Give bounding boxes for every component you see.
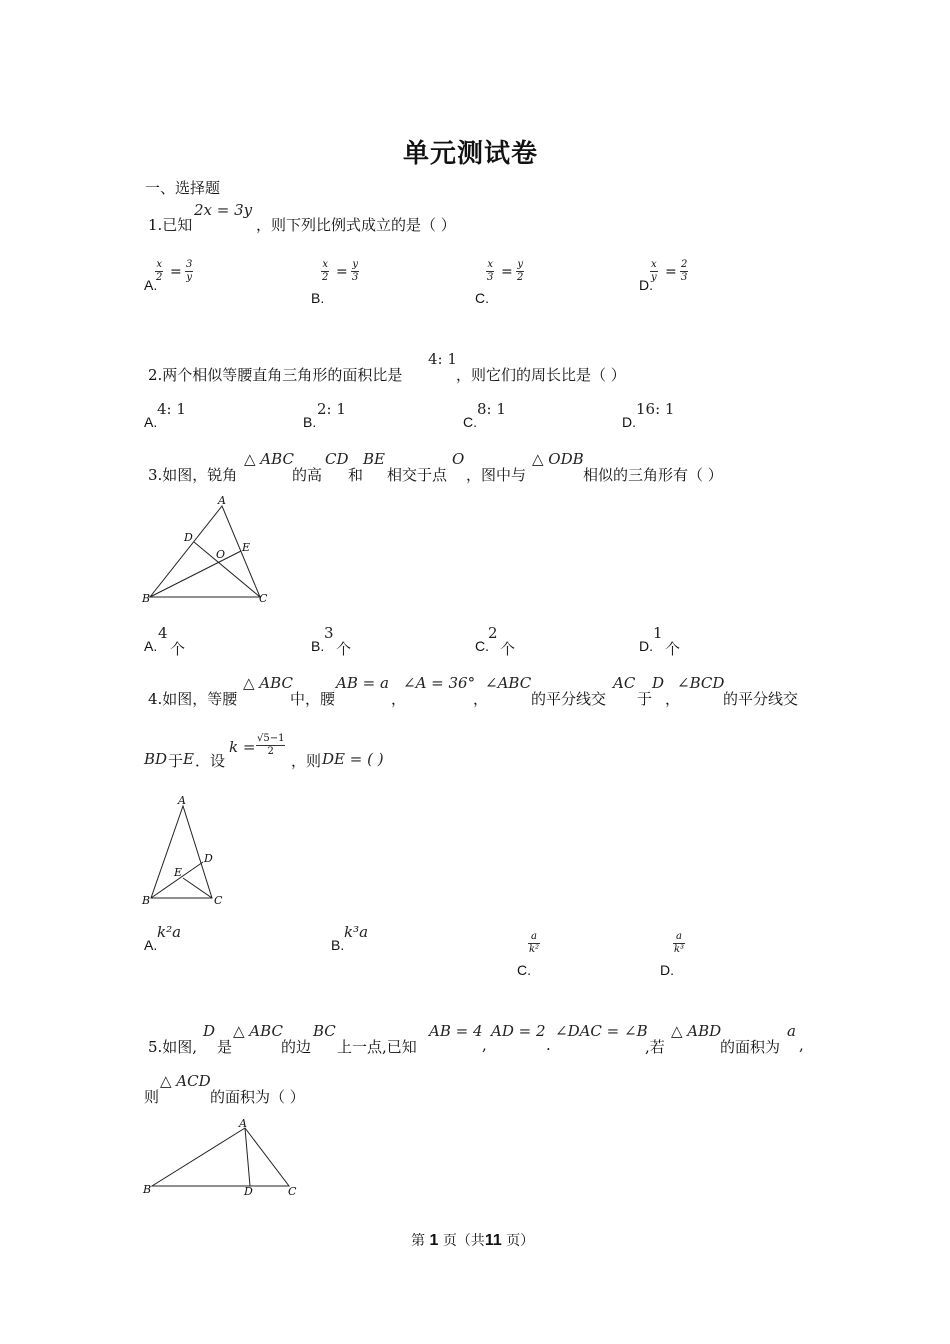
option-label: B. [311, 638, 325, 654]
label-c: C [259, 592, 268, 605]
option-label: B. [331, 937, 345, 953]
q4-text: 于 [637, 690, 653, 708]
q4-math: AB = a [336, 674, 389, 692]
q4-math: BD [144, 750, 168, 768]
option-value: 2: 1 [317, 400, 346, 418]
label-d: D [244, 1185, 253, 1198]
fraction: $\frac{y}{3}$ [352, 259, 359, 283]
equals-sign: = [336, 264, 348, 280]
q4-text: 中，腰 [290, 690, 336, 708]
option-label: B. [303, 414, 317, 430]
label-d: D [184, 531, 193, 544]
k-fraction: $\frac{√5-1}{2}$ [257, 733, 285, 757]
label-e: E [242, 541, 251, 554]
q5-math: BC [313, 1022, 336, 1040]
q5-text: ,若 [645, 1038, 665, 1056]
q5-math: D [203, 1022, 216, 1040]
fraction: $\frac{x}{y}$ [651, 259, 657, 283]
equals-sign: = [170, 264, 182, 280]
fraction: $\frac{a}{\text{k³}}$ [674, 931, 685, 955]
section-heading: 一、选择题 [145, 179, 221, 197]
q3-text: 和 [348, 466, 364, 484]
option-unit: 个 [665, 640, 681, 658]
option-value: 1 [653, 624, 663, 642]
equals-sign: = [665, 264, 677, 280]
q4-math: ∠ABC [485, 674, 532, 692]
q5-text: 的面积为（ ） [210, 1088, 305, 1106]
q3-math: △ ABC [244, 450, 294, 468]
footer-text: 第 [411, 1233, 425, 1249]
label-a: A [218, 494, 226, 507]
q3-text: 相交于点 [387, 466, 448, 484]
page-number: 1 [429, 1232, 439, 1249]
q3-math: BE [363, 450, 385, 468]
q5-math: ∠DAC = ∠B [555, 1022, 648, 1040]
fraction: $\frac{y}{2}$ [517, 259, 524, 283]
q5-math: △ ACD [160, 1072, 211, 1090]
fraction: $\frac{2}{3}$ [681, 259, 688, 283]
label-a: A [239, 1117, 247, 1130]
option-label: D. [639, 277, 653, 293]
option-label: A. [144, 414, 158, 430]
fraction: $\frac{x}{3}$ [487, 259, 494, 283]
q4-math: k = [229, 738, 256, 756]
q3-text: 相似的三角形有（ ） [583, 466, 723, 484]
option-value: 3 [324, 624, 334, 642]
option-label: A. [144, 937, 158, 953]
q4-text: ， [391, 690, 407, 708]
q4-text: ，则 [291, 752, 322, 770]
q4-text: 4.如图，等腰 [148, 690, 238, 708]
option-label: C. [463, 414, 477, 430]
q4-text: ， [473, 690, 489, 708]
q5-text: 5.如图, [148, 1038, 198, 1056]
q4-math: ∠A = 36° [403, 674, 476, 692]
q1-suffix: ，则下列比例式成立的是（ ） [256, 216, 456, 234]
q3-figure [138, 492, 278, 610]
q3-text: ，图中与 [466, 466, 527, 484]
q3-math: CD [325, 450, 349, 468]
label-d: D [204, 852, 213, 865]
q4-math: E [183, 750, 194, 768]
label-b: B [142, 592, 151, 605]
label-a: A [178, 794, 186, 807]
option-label: D. [622, 414, 636, 430]
option-value: 4: 1 [157, 400, 186, 418]
option-label: C. [517, 962, 531, 978]
q4-math: AC [613, 674, 636, 692]
option-value: 4 [158, 624, 168, 642]
q4-math: ∠BCD [677, 674, 725, 692]
option-label: B. [311, 290, 325, 306]
q3-text: 的高 [292, 466, 323, 484]
q5-text: 是 [217, 1038, 233, 1056]
option-label: A. [144, 277, 158, 293]
footer-text: 页） [506, 1233, 535, 1249]
q4-figure [138, 792, 238, 912]
q4-text: ．设 [195, 752, 226, 770]
q5-text: , [482, 1036, 487, 1054]
q4-text: ， [665, 690, 681, 708]
q5-text: 上一点,已知 [337, 1038, 417, 1056]
total-pages: 11 [484, 1232, 502, 1249]
q5-text: . [546, 1036, 551, 1054]
q3-math: △ ODB [532, 450, 584, 468]
option-label: D. [639, 638, 653, 654]
option-label: A. [144, 638, 158, 654]
label-c: C [214, 894, 223, 907]
label-c: C [288, 1185, 297, 1198]
option-label: C. [475, 638, 489, 654]
option-value: 16: 1 [636, 400, 675, 418]
q4-text: 的平分线交 [531, 690, 607, 708]
q2-prefix: 2.两个相似等腰直角三角形的面积比是 [148, 366, 403, 384]
q4-math: D [652, 674, 665, 692]
q5-math: a [787, 1022, 796, 1040]
option-value: k²a [157, 923, 182, 941]
q3-math: O [452, 450, 465, 468]
label-b: B [142, 894, 151, 907]
option-unit: 个 [500, 640, 516, 658]
fraction: $\frac{x}{2}$ [156, 259, 163, 283]
option-unit: 个 [336, 640, 352, 658]
footer-text: 页（共 [442, 1233, 485, 1249]
label-o: O [216, 548, 226, 561]
q5-text: , [799, 1036, 804, 1054]
label-b: B [143, 1183, 152, 1196]
page-footer [411, 1230, 534, 1250]
q2-suffix: ，则它们的周长比是（ ） [456, 366, 626, 384]
option-unit: 个 [170, 640, 186, 658]
q5-math: AD = 2 [491, 1022, 546, 1040]
fraction: $\frac{a}{\text{k²}}$ [529, 931, 540, 955]
option-label: D. [660, 962, 674, 978]
fraction: $\frac{x}{2}$ [322, 259, 329, 283]
label-e: E [174, 866, 183, 879]
q4-math: DE = ( ) [322, 750, 384, 768]
q5-text: 的边 [281, 1038, 312, 1056]
q1-prefix: 1.已知 [148, 216, 193, 234]
option-label: C. [475, 290, 489, 306]
option-value: k³a [344, 923, 369, 941]
q3-text: 3.如图，锐角 [148, 466, 238, 484]
q1-formula: 2x = 3y [194, 201, 253, 219]
q5-figure [138, 1114, 313, 1204]
q2-ratio: 4: 1 [428, 350, 457, 368]
q5-text: 则 [144, 1088, 160, 1106]
q5-math: △ ABC [233, 1022, 283, 1040]
option-value: 2 [488, 624, 498, 642]
q5-math: △ ABD [671, 1022, 722, 1040]
q4-math: △ ABC [243, 674, 293, 692]
q4-text: 的平分线交 [723, 690, 799, 708]
page-title: 单元测试卷 [403, 139, 539, 169]
q4-text: 于 [168, 752, 184, 770]
q5-text: 的面积为 [720, 1038, 781, 1056]
equals-sign: = [501, 264, 513, 280]
fraction: $\frac{3}{y}$ [186, 259, 193, 283]
option-value: 8: 1 [477, 400, 506, 418]
q5-math: AB = 4 [429, 1022, 483, 1040]
